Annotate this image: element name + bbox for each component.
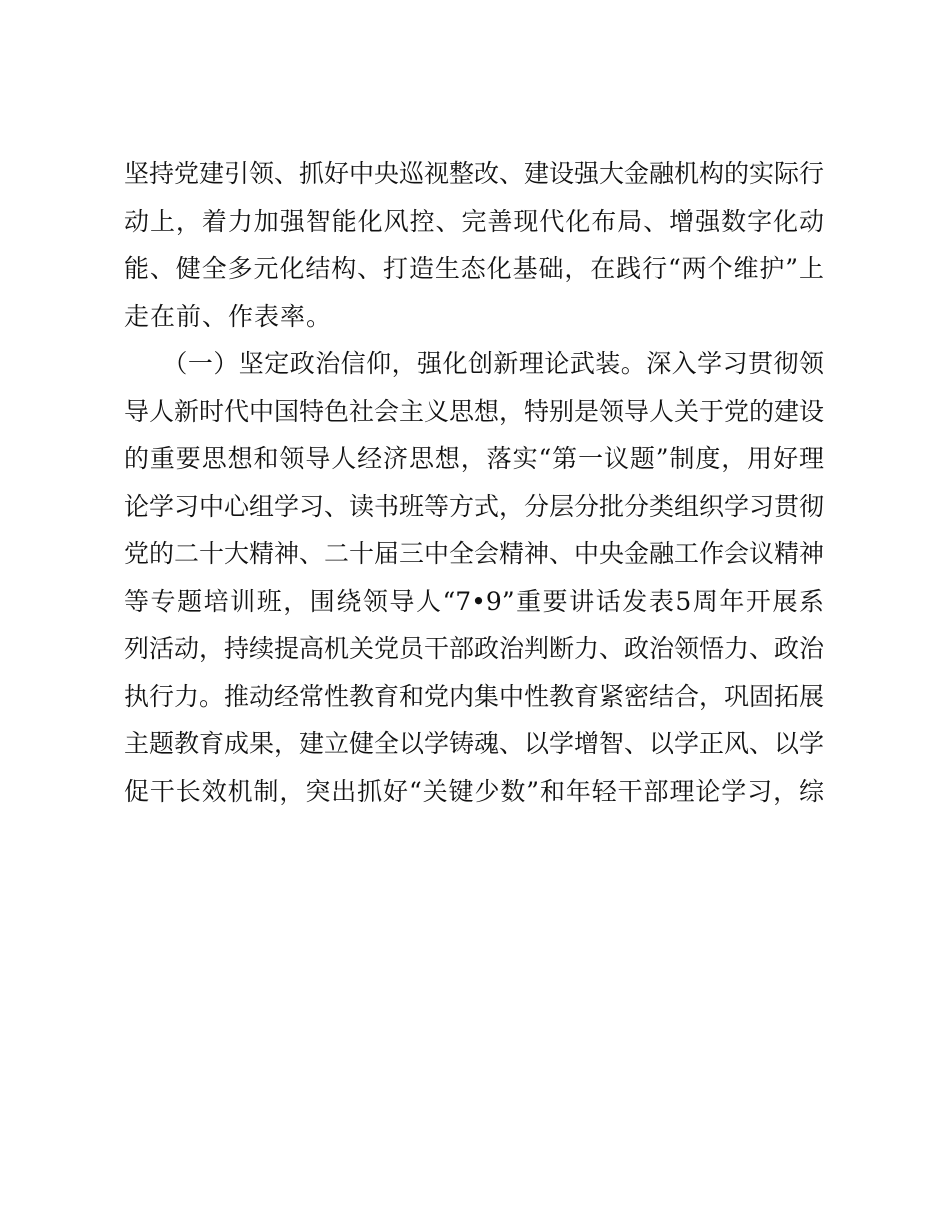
text-line: 坚持党建引领、抓好中央巡视整改、建设强大金融机构的实际行 [124,159,825,188]
text-line: 列活动，持续提高机关党员干部政治判断力、政治领悟力、政治 [124,634,825,663]
body-text [124,150,824,815]
text-line: 的重要思想和领导人经济思想，落实“第一议题”制度，用好理 [124,444,824,473]
text-line: 导人新时代中国特色社会主义思想，特别是领导人关于党的建设 [124,396,825,426]
text-line: 执行力。推动经常性教育和党内集中性教育紧密结合，巩固拓展 [124,681,825,711]
text-line: 走在前、作表率。 [124,301,333,331]
text-line: 主题教育成果，建立健全以学铸魂、以学增智、以学正风、以学 [124,729,825,758]
text-line: （一）坚定政治信仰，强化创新理论武装。深入学习贯彻领 [124,349,824,378]
text-line: 等专题培训班，围绕领导人“7•9”重要讲话发表5周年开展系 [124,586,824,616]
text-line: 动上，着力加强智能化风控、完善现代化布局、增强数字化动 [124,206,824,236]
text-line: 能、健全多元化结构、打造生态化基础，在践行“两个维护”上 [124,254,824,283]
text-line: 论学习中心组学习、读书班等方式，分层分批分类组织学习贯彻 [124,491,825,521]
text-line: 促干长效机制，突出抓好“关键少数”和年轻干部理论学习，综 [124,776,824,806]
text-line: 党的二十大精神、二十届三中全会精神、中央金融工作会议精神 [124,539,825,568]
